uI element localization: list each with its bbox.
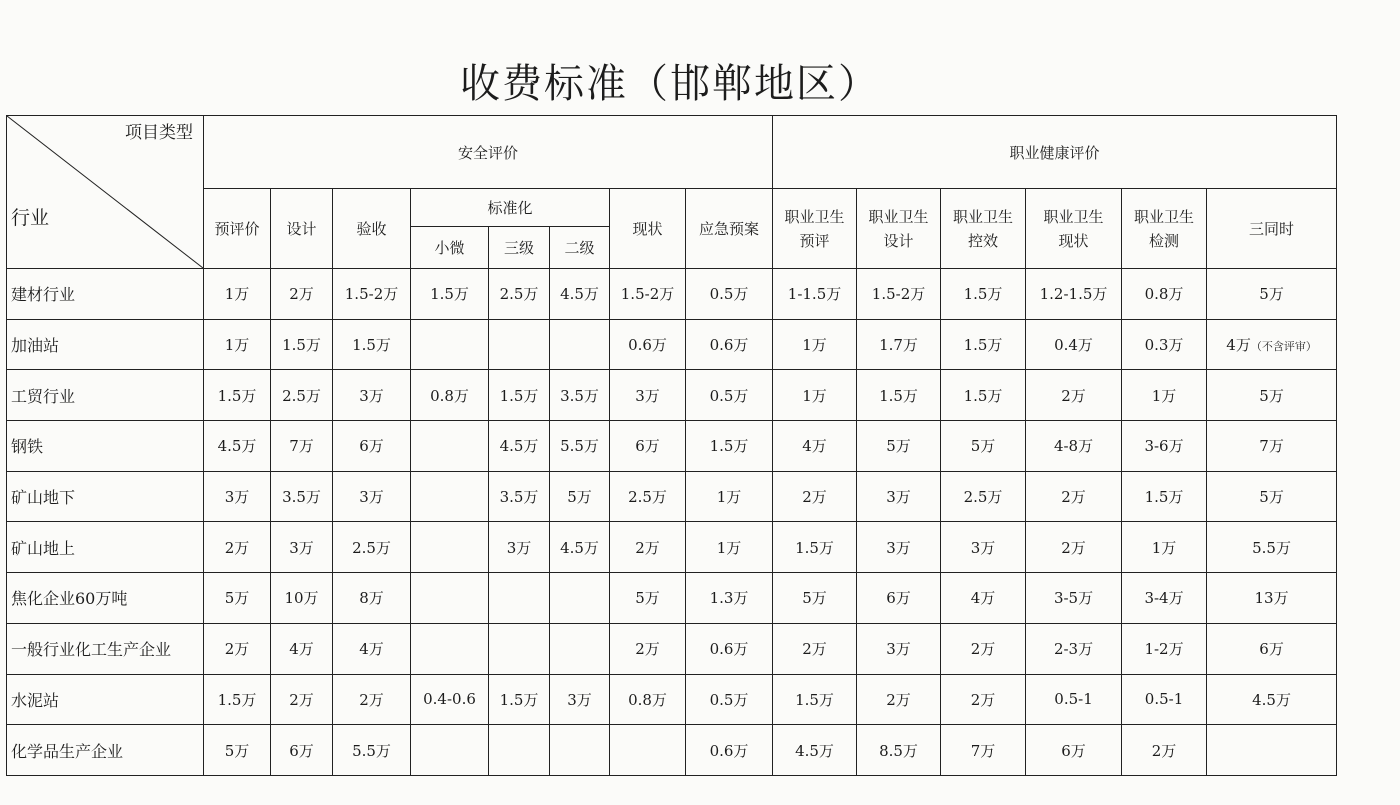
fee-cell: 3万	[550, 674, 610, 725]
fee-cell	[489, 319, 550, 370]
fee-cell	[550, 623, 610, 674]
fee-cell: 0.5万	[686, 370, 773, 421]
fee-cell	[411, 573, 489, 624]
fee-cell: 1.5万	[204, 674, 271, 725]
fee-cell	[550, 573, 610, 624]
fee-cell: 4.5万	[489, 421, 550, 472]
col-status: 现状	[610, 189, 686, 269]
fee-cell: 1.5万	[489, 674, 550, 725]
fee-cell: 0.8万	[610, 674, 686, 725]
fee-cell: 2万	[1026, 370, 1122, 421]
fee-cell: 2万	[204, 623, 271, 674]
fee-cell: 4万	[773, 421, 857, 472]
table-row	[7, 319, 1337, 370]
fee-cell: 0.6万	[686, 725, 773, 776]
fee-cell: 0.6万	[686, 319, 773, 370]
fee-cell: 3万	[204, 471, 271, 522]
fee-cell: 0.5-1	[1026, 674, 1122, 725]
fee-cell: 0.3万	[1122, 319, 1207, 370]
fee-cell: 7万	[271, 421, 333, 472]
fee-cell: 5万	[1207, 269, 1337, 320]
fee-cell: 5万	[857, 421, 941, 472]
fee-note: （不含评审）	[1250, 340, 1317, 354]
fee-cell: 2.5万	[333, 522, 411, 573]
fee-cell	[550, 319, 610, 370]
col-three-simultaneous: 三同时	[1207, 189, 1337, 269]
fee-cell: 2.5万	[610, 471, 686, 522]
fee-cell: 4万	[271, 623, 333, 674]
fee-cell: 1.5-2万	[610, 269, 686, 320]
fee-cell: 3.5万	[550, 370, 610, 421]
fee-cell: 2万	[857, 674, 941, 725]
table-row	[7, 269, 1337, 320]
table-row	[7, 370, 1337, 421]
fee-cell: 1.5-2万	[857, 269, 941, 320]
fee-cell: 0.4-0.6	[411, 674, 489, 725]
fee-table	[6, 115, 1337, 776]
fee-cell: 2万	[941, 623, 1026, 674]
fee-cell: 1.5万	[686, 421, 773, 472]
fee-cell: 3-6万	[1122, 421, 1207, 472]
col-oh-pre-eval: 职业卫生 预评	[773, 189, 857, 269]
col-std-micro: 小微	[411, 227, 489, 269]
fee-cell: 0.5万	[686, 269, 773, 320]
fee-cell: 0.4万	[1026, 319, 1122, 370]
fee-cell: 1.5万	[941, 319, 1026, 370]
fee-cell	[610, 725, 686, 776]
fee-cell: 5万	[773, 573, 857, 624]
fee-cell	[411, 522, 489, 573]
fee-cell: 4.5万	[204, 421, 271, 472]
fee-cell: 2万	[271, 674, 333, 725]
row-industry-label: 加油站	[7, 319, 204, 370]
fee-cell: 1.5万	[489, 370, 550, 421]
row-industry-label: 钢铁	[7, 421, 204, 472]
fee-cell: 5万	[204, 573, 271, 624]
fee-cell: 1.5万	[411, 269, 489, 320]
fee-cell: 2-3万	[1026, 623, 1122, 674]
fee-cell	[411, 725, 489, 776]
fee-cell: 5万	[550, 471, 610, 522]
fee-cell: 6万	[1026, 725, 1122, 776]
table-row	[7, 623, 1337, 674]
col-oh-detect: 职业卫生 检测	[1122, 189, 1207, 269]
fee-cell: 0.5万	[686, 674, 773, 725]
fee-cell: 2.5万	[941, 471, 1026, 522]
col-oh-status: 职业卫生 现状	[1026, 189, 1122, 269]
col-emergency: 应急预案	[686, 189, 773, 269]
page-title: 收费标准（邯郸地区）	[460, 61, 880, 107]
fee-cell: 2万	[773, 623, 857, 674]
fee-cell: 4.5万	[550, 269, 610, 320]
fee-cell: 1-1.5万	[773, 269, 857, 320]
fee-cell: 3万	[857, 471, 941, 522]
fee-cell: 3万	[857, 522, 941, 573]
row-industry-label: 焦化企业60万吨	[7, 573, 204, 624]
fee-cell: 2万	[1026, 471, 1122, 522]
col-acceptance: 验收	[333, 189, 411, 269]
fee-cell: 2.5万	[271, 370, 333, 421]
fee-cell: 3-4万	[1122, 573, 1207, 624]
table-row	[7, 421, 1337, 472]
fee-cell: 2万	[610, 522, 686, 573]
fee-cell: 3万	[489, 522, 550, 573]
fee-cell: 6万	[271, 725, 333, 776]
fee-cell	[489, 573, 550, 624]
fee-cell: 1万	[686, 471, 773, 522]
corner-industry-label: 行业	[11, 207, 50, 229]
fee-cell: 7万	[1207, 421, 1337, 472]
fee-cell: 10万	[271, 573, 333, 624]
fee-cell: 4.5万	[550, 522, 610, 573]
fee-cell: 4-8万	[1026, 421, 1122, 472]
fee-cell: 1.5-2万	[333, 269, 411, 320]
fee-cell: 1.5万	[333, 319, 411, 370]
fee-cell: 1万	[773, 370, 857, 421]
fee-cell	[1207, 319, 1337, 370]
fee-cell: 2万	[610, 623, 686, 674]
col-design: 设计	[271, 189, 333, 269]
fee-cell: 4万	[333, 623, 411, 674]
fee-value: 4万	[1226, 336, 1251, 355]
fee-cell: 1万	[1122, 522, 1207, 573]
row-industry-label: 化学品生产企业	[7, 725, 204, 776]
fee-cell	[489, 725, 550, 776]
row-industry-label: 矿山地上	[7, 522, 204, 573]
fee-cell: 5万	[610, 573, 686, 624]
fee-cell: 1万	[204, 319, 271, 370]
fee-cell: 1万	[204, 269, 271, 320]
fee-cell: 3-5万	[1026, 573, 1122, 624]
fee-cell: 5.5万	[1207, 522, 1337, 573]
fee-cell: 1.5万	[857, 370, 941, 421]
fee-cell: 7万	[941, 725, 1026, 776]
corner-item-type-label: 项目类型	[125, 123, 193, 143]
fee-cell: 2万	[271, 269, 333, 320]
fee-cell: 0.8万	[411, 370, 489, 421]
group-safety-evaluation: 安全评价	[204, 116, 773, 189]
fee-cell: 1.3万	[686, 573, 773, 624]
fee-cell: 2万	[333, 674, 411, 725]
fee-cell: 5万	[1207, 370, 1337, 421]
fee-cell: 6万	[333, 421, 411, 472]
table-row	[7, 522, 1337, 573]
fee-cell: 5.5万	[550, 421, 610, 472]
fee-cell: 8.5万	[857, 725, 941, 776]
fee-cell: 1.5万	[204, 370, 271, 421]
col-std-level2: 二级	[550, 227, 610, 269]
fee-cell: 2万	[204, 522, 271, 573]
fee-cell	[1207, 725, 1337, 776]
fee-cell: 3万	[857, 623, 941, 674]
fee-cell: 1.7万	[857, 319, 941, 370]
fee-cell	[411, 471, 489, 522]
fee-cell: 5万	[1207, 471, 1337, 522]
table-row	[7, 674, 1337, 725]
fee-cell: 1万	[686, 522, 773, 573]
fee-cell: 3万	[271, 522, 333, 573]
fee-cell: 13万	[1207, 573, 1337, 624]
col-std-level3: 三级	[489, 227, 550, 269]
fee-cell: 1.2-1.5万	[1026, 269, 1122, 320]
fee-cell: 1.5万	[773, 674, 857, 725]
table-row	[7, 573, 1337, 624]
fee-cell: 0.8万	[1122, 269, 1207, 320]
row-industry-label: 水泥站	[7, 674, 204, 725]
fee-cell: 3.5万	[489, 471, 550, 522]
fee-cell: 2万	[1122, 725, 1207, 776]
col-oh-control: 职业卫生 控效	[941, 189, 1026, 269]
fee-cell: 3.5万	[271, 471, 333, 522]
corner-header-cell	[7, 116, 204, 269]
fee-cell: 3万	[941, 522, 1026, 573]
fee-cell: 3万	[610, 370, 686, 421]
fee-cell: 4.5万	[1207, 674, 1337, 725]
row-industry-label: 建材行业	[7, 269, 204, 320]
fee-cell: 2.5万	[489, 269, 550, 320]
fee-cell	[489, 623, 550, 674]
group-occupational-health: 职业健康评价	[773, 116, 1337, 189]
fee-cell: 1-2万	[1122, 623, 1207, 674]
fee-cell: 8万	[333, 573, 411, 624]
fee-cell: 5.5万	[333, 725, 411, 776]
fee-cell: 1.5万	[1122, 471, 1207, 522]
col-oh-design: 职业卫生 设计	[857, 189, 941, 269]
col-pre-eval: 预评价	[204, 189, 271, 269]
fee-cell: 4万	[941, 573, 1026, 624]
row-industry-label: 矿山地下	[7, 471, 204, 522]
fee-cell	[411, 623, 489, 674]
fee-cell: 1.5万	[941, 370, 1026, 421]
row-industry-label: 工贸行业	[7, 370, 204, 421]
fee-cell: 3万	[333, 471, 411, 522]
fee-cell	[411, 319, 489, 370]
fee-cell: 2万	[941, 674, 1026, 725]
fee-cell: 0.6万	[686, 623, 773, 674]
fee-cell: 3万	[333, 370, 411, 421]
fee-cell: 6万	[610, 421, 686, 472]
row-industry-label: 一般行业化工生产企业	[7, 623, 204, 674]
table-row	[7, 471, 1337, 522]
fee-cell: 0.6万	[610, 319, 686, 370]
fee-cell: 4.5万	[773, 725, 857, 776]
fee-cell: 1.5万	[773, 522, 857, 573]
fee-cell: 1.5万	[271, 319, 333, 370]
col-standardization: 标准化	[411, 189, 610, 227]
table-row	[7, 725, 1337, 776]
fee-cell: 1.5万	[941, 269, 1026, 320]
fee-cell: 1万	[1122, 370, 1207, 421]
fee-cell	[411, 421, 489, 472]
fee-cell: 1万	[773, 319, 857, 370]
fee-cell: 2万	[773, 471, 857, 522]
fee-cell: 6万	[1207, 623, 1337, 674]
fee-cell: 6万	[857, 573, 941, 624]
fee-cell: 2万	[1026, 522, 1122, 573]
fee-cell: 5万	[941, 421, 1026, 472]
fee-cell: 0.5-1	[1122, 674, 1207, 725]
fee-cell: 5万	[204, 725, 271, 776]
fee-cell	[550, 725, 610, 776]
